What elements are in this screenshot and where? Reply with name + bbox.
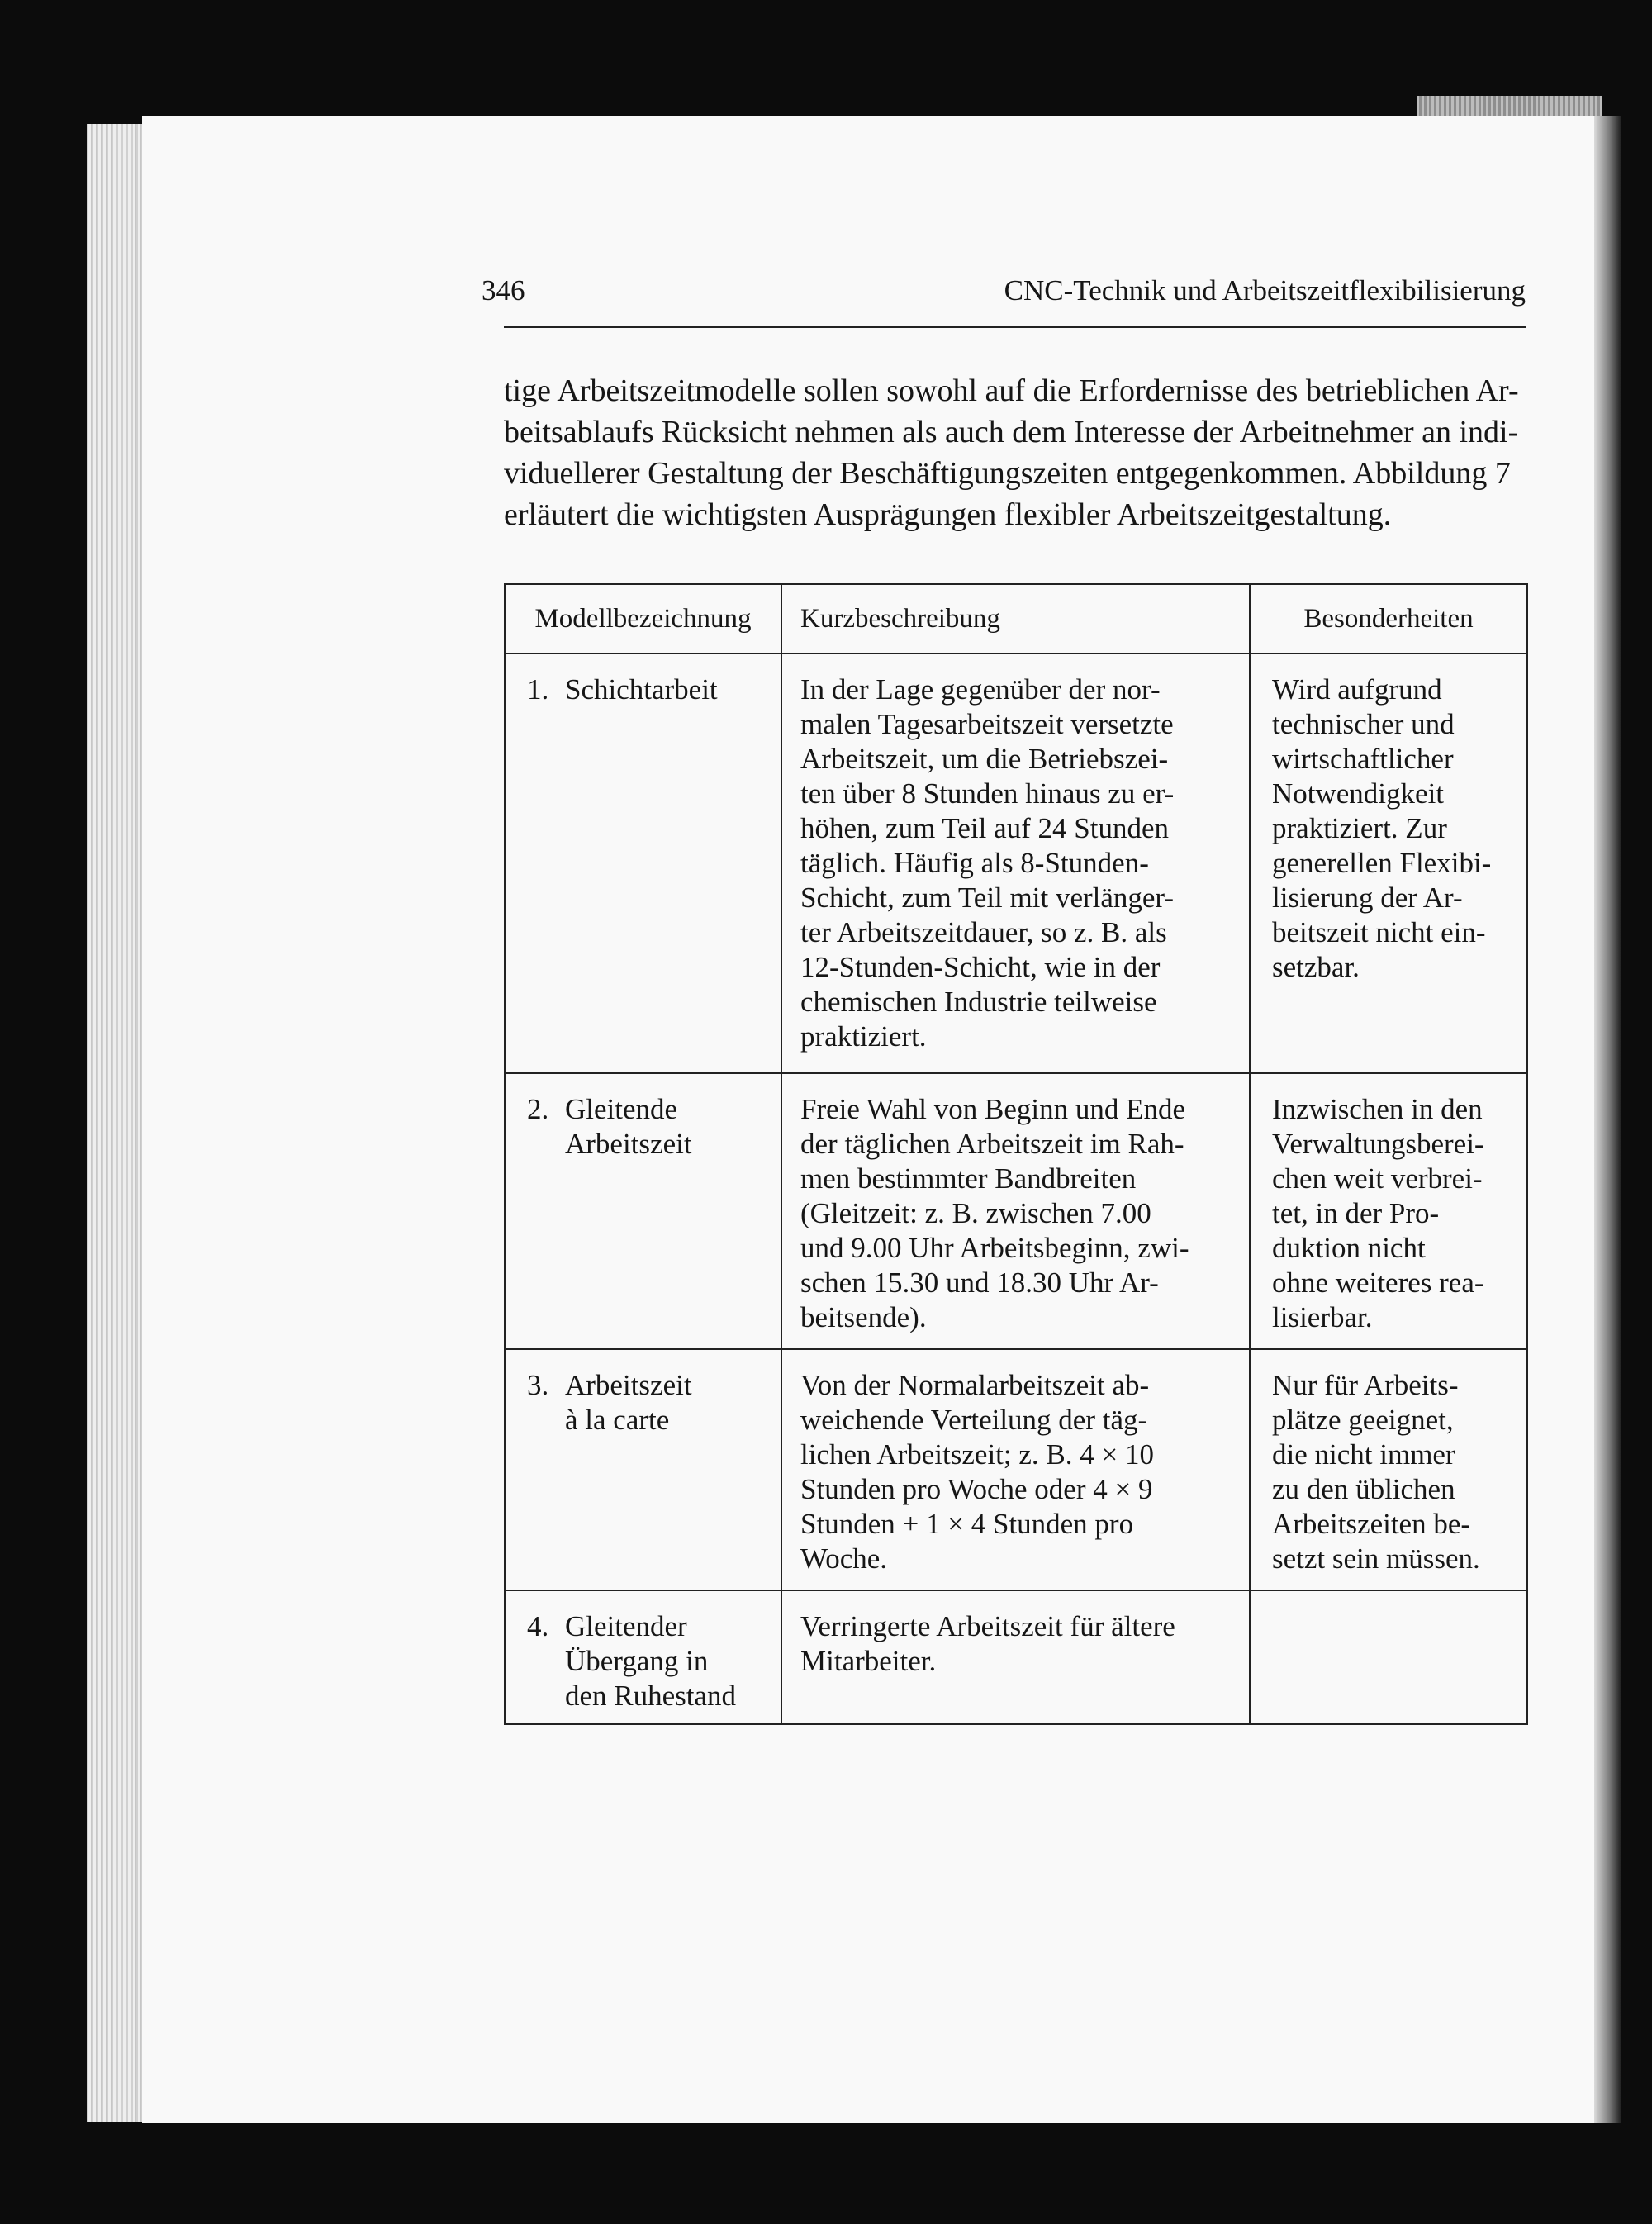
description-line: (Gleitzeit: z. B. zwischen 7.00 [800, 1197, 1151, 1229]
row-number: 4. [527, 1610, 549, 1642]
notes-line: Notwendigkeit [1272, 777, 1445, 810]
running-title: CNC-Technik und Arbeitszeitflexibilisierung [1004, 274, 1526, 307]
table-row [505, 653, 1527, 1073]
page-header [482, 274, 1526, 324]
description-line: täglich. Häufig als 8-Stunden- [800, 847, 1149, 879]
notes-cell [1250, 1073, 1527, 1349]
description-line: Von der Normalarbeitszeit ab- [800, 1369, 1150, 1401]
intro-line: beitsablaufs Rücksicht nehmen als auch dem Interesse der Arbeitnehmer an indi- [504, 415, 1519, 449]
model-name-line: Übergang in [565, 1645, 709, 1677]
description-line: Verringerte Arbeitszeit für ältere [800, 1610, 1175, 1642]
notes-line: Wird aufgrund [1272, 673, 1442, 706]
description-line: Woche. [800, 1542, 888, 1575]
model-name-line: à la carte [565, 1404, 670, 1436]
description-line: men bestimmter Bandbreiten [800, 1162, 1137, 1195]
intro-line: erläutert die wichtigsten Ausprägungen flexibler Arbeitszeitgestaltung. [504, 497, 1392, 532]
description-line: ten über 8 Stunden hinaus zu er- [800, 777, 1175, 810]
header-particularities: Besonderheiten [1250, 584, 1527, 653]
description-line: höhen, zum Teil auf 24 Stunden [800, 812, 1169, 844]
notes-line: wirtschaftlicher [1272, 743, 1454, 775]
description-line: beitsende). [800, 1301, 927, 1333]
working-time-models-table [504, 583, 1528, 1725]
description-line: Mitarbeiter. [800, 1645, 937, 1677]
row-number: 1. [527, 673, 549, 706]
notes-line: duktion nicht [1272, 1232, 1426, 1264]
intro-line: tige Arbeitszeitmodelle sollen sowohl auf die Erfordernisse des betrieblichen Ar- [504, 373, 1519, 408]
header-short-description: Kurzbeschreibung [781, 584, 1250, 653]
notes-line: technischer und [1272, 708, 1455, 740]
notes-line: ohne weiteres rea- [1272, 1266, 1484, 1299]
model-name-line: Gleitender [565, 1610, 687, 1642]
description-line: Arbeitszeit, um die Betriebszei- [800, 743, 1169, 775]
book-page-edges [87, 124, 145, 2122]
notes-cell [1250, 1590, 1527, 1724]
model-name-cell [505, 1073, 781, 1349]
table-row [505, 1349, 1527, 1590]
notes-line: Verwaltungsberei- [1272, 1128, 1484, 1160]
notes-line: Arbeitszeiten be- [1272, 1508, 1471, 1540]
row-number: 3. [527, 1369, 549, 1401]
book-gutter-shadow [1594, 116, 1621, 2123]
notes-line: generellen Flexibi- [1272, 847, 1492, 879]
notes-line: lisierung der Ar- [1272, 882, 1463, 914]
notes-line: tet, in der Pro- [1272, 1197, 1440, 1229]
description-line: schen 15.30 und 18.30 Uhr Ar- [800, 1266, 1159, 1299]
intro-paragraph [504, 370, 1526, 535]
model-name-line: Schichtarbeit [565, 673, 718, 706]
description-line: Stunden + 1 × 4 Stunden pro [800, 1508, 1134, 1540]
description-line: Stunden pro Woche oder 4 × 9 [800, 1473, 1153, 1505]
description-line: malen Tagesarbeitszeit versetzte [800, 708, 1174, 740]
description-line: 12-Stunden-Schicht, wie in der [800, 951, 1161, 983]
notes-cell [1250, 1349, 1527, 1590]
notes-line: setzbar. [1272, 951, 1360, 983]
description-line: weichende Verteilung der täg- [800, 1404, 1148, 1436]
table-row [505, 1073, 1527, 1349]
model-name-line: den Ruhestand [565, 1680, 737, 1712]
model-name-line: Arbeitszeit [565, 1369, 692, 1401]
description-line: Freie Wahl von Beginn und Ende [800, 1093, 1186, 1125]
row-number: 2. [527, 1093, 549, 1125]
description-line: der täglichen Arbeitszeit im Rah- [800, 1128, 1184, 1160]
description-line: In der Lage gegenüber der nor- [800, 673, 1161, 706]
description-line: praktiziert. [800, 1020, 927, 1053]
model-name-line: Gleitende [565, 1093, 678, 1125]
description-cell [781, 1349, 1250, 1590]
table-row [505, 1590, 1527, 1724]
notes-line: beitszeit nicht ein- [1272, 916, 1486, 948]
model-name-cell [505, 1590, 781, 1724]
description-cell [781, 653, 1250, 1073]
header-rule [504, 326, 1526, 328]
notes-cell [1250, 653, 1527, 1073]
header-model-name: Modellbezeichnung [505, 584, 781, 653]
notes-line: die nicht immer [1272, 1438, 1455, 1471]
notes-line: praktiziert. Zur [1272, 812, 1447, 844]
notes-line: zu den üblichen [1272, 1473, 1455, 1505]
page-number: 346 [482, 274, 525, 307]
description-line: chemischen Industrie teilweise [800, 986, 1157, 1018]
notes-line: Nur für Arbeits- [1272, 1369, 1459, 1401]
description-cell [781, 1590, 1250, 1724]
notes-line: plätze geeignet, [1272, 1404, 1454, 1436]
notes-line: setzt sein müssen. [1272, 1542, 1480, 1575]
notes-line: Inzwischen in den [1272, 1093, 1483, 1125]
model-name-line: Arbeitszeit [565, 1128, 692, 1160]
description-line: ter Arbeitszeitdauer, so z. B. als [800, 916, 1167, 948]
model-name-cell [505, 653, 781, 1073]
description-line: lichen Arbeitszeit; z. B. 4 × 10 [800, 1438, 1154, 1471]
description-cell [781, 1073, 1250, 1349]
intro-line: viduellerer Gestaltung der Beschäftigungszeiten entgegenkommen. Abbildung 7 [504, 456, 1511, 491]
model-name-cell [505, 1349, 781, 1590]
description-line: und 9.00 Uhr Arbeitsbeginn, zwi- [800, 1232, 1189, 1264]
description-line: Schicht, zum Teil mit verlänger- [800, 882, 1175, 914]
notes-line: chen weit verbrei- [1272, 1162, 1483, 1195]
table-header-row [505, 584, 1527, 653]
notes-line: lisierbar. [1272, 1301, 1373, 1333]
